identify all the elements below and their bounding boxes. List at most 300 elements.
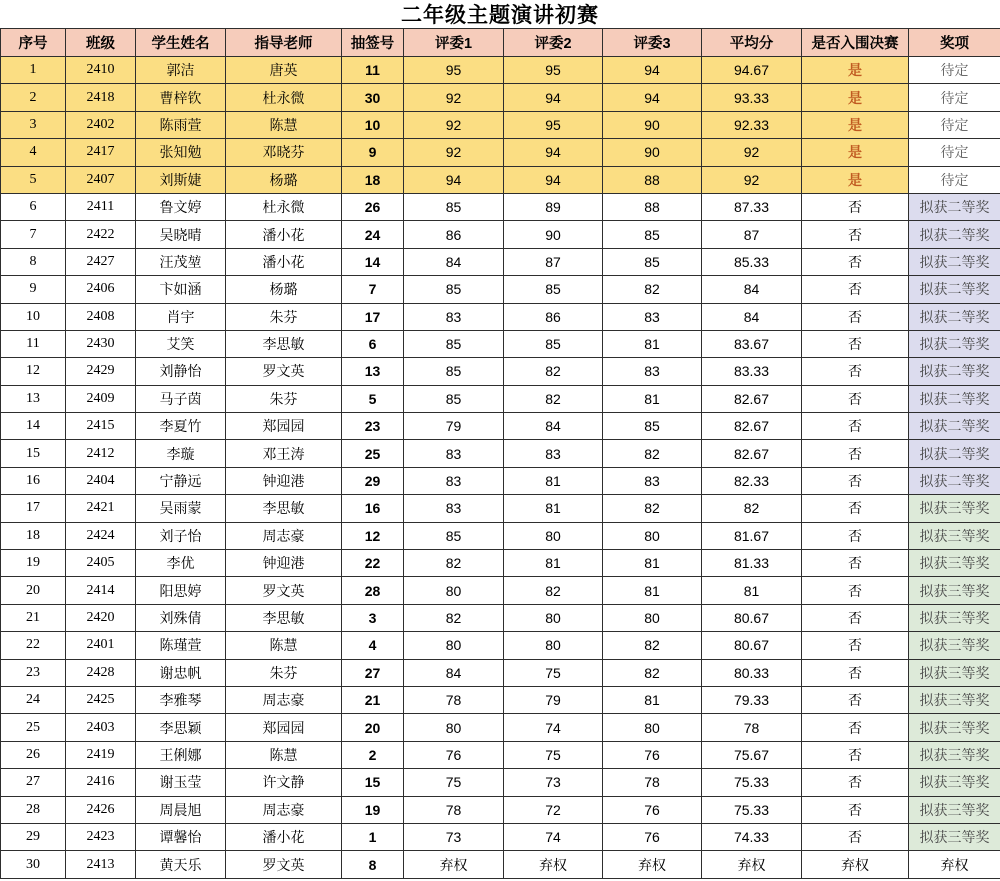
- cell-draw: 3: [342, 604, 404, 631]
- cell-no: 15: [1, 440, 66, 467]
- cell-award: 拟获二等奖: [909, 467, 1000, 494]
- cell-judge2: 85: [504, 330, 603, 357]
- cell-draw: 1: [342, 823, 404, 850]
- cell-award: 弃权: [909, 851, 1000, 878]
- cell-teacher: 许文静: [226, 769, 342, 796]
- cell-class-no: 2403: [66, 714, 136, 741]
- col-draw-number: 抽签号: [342, 29, 404, 57]
- cell-judge1: 92: [404, 84, 504, 111]
- cell-teacher: 唐英: [226, 57, 342, 84]
- cell-judge2: 94: [504, 139, 603, 166]
- cell-judge3: 83: [603, 358, 702, 385]
- cell-judge2: 80: [504, 604, 603, 631]
- cell-judge2: 84: [504, 413, 603, 440]
- table-row: [1, 84, 1000, 111]
- cell-finalist: 否: [802, 303, 909, 330]
- score-table: [0, 28, 1000, 879]
- cell-name: 郭洁: [136, 57, 226, 84]
- cell-finalist: 否: [802, 221, 909, 248]
- cell-judge3: 76: [603, 741, 702, 768]
- cell-finalist: 否: [802, 440, 909, 467]
- cell-avg: 83.67: [702, 330, 802, 357]
- cell-class-no: 2412: [66, 440, 136, 467]
- cell-draw: 18: [342, 166, 404, 193]
- cell-finalist: 否: [802, 714, 909, 741]
- cell-judge1: 92: [404, 139, 504, 166]
- cell-judge3: 83: [603, 467, 702, 494]
- cell-award: 待定: [909, 57, 1000, 84]
- cell-no: 13: [1, 385, 66, 412]
- cell-finalist: 是: [802, 57, 909, 84]
- cell-judge2: 80: [504, 522, 603, 549]
- cell-no: 4: [1, 139, 66, 166]
- cell-avg: 94.67: [702, 57, 802, 84]
- cell-finalist: 否: [802, 577, 909, 604]
- cell-judge3: 81: [603, 330, 702, 357]
- cell-class-no: 2416: [66, 769, 136, 796]
- cell-judge1: 83: [404, 303, 504, 330]
- cell-award: 拟获三等奖: [909, 604, 1000, 631]
- cell-draw: 20: [342, 714, 404, 741]
- cell-avg: 92: [702, 139, 802, 166]
- cell-draw: 14: [342, 248, 404, 275]
- table-row: [1, 193, 1000, 220]
- page-title: 二年级主题演讲初赛: [401, 4, 599, 27]
- cell-award: 拟获二等奖: [909, 330, 1000, 357]
- cell-avg: 82.67: [702, 440, 802, 467]
- cell-judge3: 弃权: [603, 851, 702, 878]
- cell-judge3: 80: [603, 604, 702, 631]
- cell-finalist: 否: [802, 385, 909, 412]
- cell-class-no: 2413: [66, 851, 136, 878]
- table-row: [1, 413, 1000, 440]
- cell-avg: 82: [702, 495, 802, 522]
- cell-judge2: 82: [504, 358, 603, 385]
- cell-award: 拟获二等奖: [909, 385, 1000, 412]
- table-row: [1, 385, 1000, 412]
- cell-name: 李夏竹: [136, 413, 226, 440]
- cell-teacher: 周志豪: [226, 522, 342, 549]
- cell-finalist: 否: [802, 413, 909, 440]
- table-row: [1, 166, 1000, 193]
- cell-name: 陈瑾萱: [136, 632, 226, 659]
- table-row: [1, 522, 1000, 549]
- cell-judge1: 78: [404, 796, 504, 823]
- table-row: [1, 659, 1000, 686]
- cell-judge3: 76: [603, 796, 702, 823]
- cell-no: 26: [1, 741, 66, 768]
- cell-award: 拟获三等奖: [909, 550, 1000, 577]
- table-row: [1, 823, 1000, 850]
- cell-teacher: 邓晓芬: [226, 139, 342, 166]
- cell-judge1: 85: [404, 193, 504, 220]
- cell-award: 拟获二等奖: [909, 276, 1000, 303]
- cell-finalist: 否: [802, 193, 909, 220]
- table-row: [1, 769, 1000, 796]
- cell-judge3: 85: [603, 221, 702, 248]
- cell-judge2: 82: [504, 577, 603, 604]
- cell-judge3: 85: [603, 248, 702, 275]
- table-row: [1, 276, 1000, 303]
- cell-class-no: 2414: [66, 577, 136, 604]
- cell-avg: 81.67: [702, 522, 802, 549]
- cell-award: 拟获三等奖: [909, 522, 1000, 549]
- cell-judge1: 79: [404, 413, 504, 440]
- col-judge3: 评委3: [603, 29, 702, 57]
- cell-teacher: 钟迎港: [226, 550, 342, 577]
- cell-class-no: 2422: [66, 221, 136, 248]
- cell-judge3: 80: [603, 714, 702, 741]
- col-average: 平均分: [702, 29, 802, 57]
- cell-name: 李雅琴: [136, 686, 226, 713]
- cell-judge2: 94: [504, 84, 603, 111]
- cell-teacher: 杜永微: [226, 193, 342, 220]
- col-class: 班级: [66, 29, 136, 57]
- cell-draw: 7: [342, 276, 404, 303]
- cell-no: 8: [1, 248, 66, 275]
- cell-name: 黄天乐: [136, 851, 226, 878]
- cell-no: 30: [1, 851, 66, 878]
- cell-class-no: 2423: [66, 823, 136, 850]
- table-row: [1, 467, 1000, 494]
- cell-avg: 82.67: [702, 385, 802, 412]
- cell-judge2: 83: [504, 440, 603, 467]
- cell-teacher: 朱芬: [226, 659, 342, 686]
- cell-class-no: 2408: [66, 303, 136, 330]
- cell-name: 谢忠帆: [136, 659, 226, 686]
- cell-name: 肖宇: [136, 303, 226, 330]
- cell-name: 刘静怡: [136, 358, 226, 385]
- cell-award: 拟获三等奖: [909, 796, 1000, 823]
- cell-award: 拟获三等奖: [909, 823, 1000, 850]
- cell-award: 拟获二等奖: [909, 221, 1000, 248]
- cell-avg: 85.33: [702, 248, 802, 275]
- cell-judge1: 86: [404, 221, 504, 248]
- cell-award: 拟获二等奖: [909, 303, 1000, 330]
- cell-judge3: 85: [603, 413, 702, 440]
- cell-no: 12: [1, 358, 66, 385]
- cell-finalist: 否: [802, 495, 909, 522]
- cell-avg: 84: [702, 276, 802, 303]
- cell-judge1: 83: [404, 440, 504, 467]
- table-row: [1, 139, 1000, 166]
- cell-judge1: 73: [404, 823, 504, 850]
- cell-teacher: 潘小花: [226, 248, 342, 275]
- cell-class-no: 2420: [66, 604, 136, 631]
- cell-teacher: 罗文英: [226, 358, 342, 385]
- cell-draw: 16: [342, 495, 404, 522]
- cell-judge3: 90: [603, 139, 702, 166]
- cell-name: 王俐娜: [136, 741, 226, 768]
- cell-teacher: 李思敏: [226, 330, 342, 357]
- cell-name: 李优: [136, 550, 226, 577]
- cell-judge1: 82: [404, 604, 504, 631]
- cell-class-no: 2427: [66, 248, 136, 275]
- cell-judge2: 85: [504, 276, 603, 303]
- cell-name: 刘斯婕: [136, 166, 226, 193]
- cell-teacher: 杨璐: [226, 276, 342, 303]
- cell-judge2: 81: [504, 550, 603, 577]
- cell-draw: 29: [342, 467, 404, 494]
- cell-judge1: 84: [404, 659, 504, 686]
- cell-judge1: 80: [404, 577, 504, 604]
- table-row: [1, 495, 1000, 522]
- cell-avg: 78: [702, 714, 802, 741]
- cell-draw: 11: [342, 57, 404, 84]
- cell-name: 汪茂堃: [136, 248, 226, 275]
- table-row: [1, 111, 1000, 138]
- cell-no: 1: [1, 57, 66, 84]
- cell-judge3: 90: [603, 111, 702, 138]
- cell-award: 拟获三等奖: [909, 577, 1000, 604]
- header-row: [1, 29, 1000, 57]
- table-row: [1, 577, 1000, 604]
- cell-judge3: 81: [603, 550, 702, 577]
- cell-judge1: 弃权: [404, 851, 504, 878]
- cell-finalist: 否: [802, 659, 909, 686]
- cell-no: 14: [1, 413, 66, 440]
- cell-award: 拟获二等奖: [909, 440, 1000, 467]
- cell-draw: 23: [342, 413, 404, 440]
- cell-teacher: 郑园园: [226, 714, 342, 741]
- cell-award: 拟获三等奖: [909, 686, 1000, 713]
- cell-judge3: 82: [603, 659, 702, 686]
- cell-finalist: 否: [802, 741, 909, 768]
- cell-class-no: 2404: [66, 467, 136, 494]
- cell-judge2: 89: [504, 193, 603, 220]
- cell-teacher: 罗文英: [226, 851, 342, 878]
- col-judge2: 评委2: [504, 29, 603, 57]
- cell-award: 待定: [909, 84, 1000, 111]
- cell-avg: 80.67: [702, 632, 802, 659]
- cell-avg: 75.33: [702, 769, 802, 796]
- cell-avg: 80.33: [702, 659, 802, 686]
- col-index: 序号: [1, 29, 66, 57]
- cell-draw: 5: [342, 385, 404, 412]
- cell-name: 陈雨萱: [136, 111, 226, 138]
- cell-draw: 15: [342, 769, 404, 796]
- cell-name: 马子茵: [136, 385, 226, 412]
- cell-draw: 6: [342, 330, 404, 357]
- cell-judge1: 80: [404, 632, 504, 659]
- cell-class-no: 2424: [66, 522, 136, 549]
- cell-teacher: 朱芬: [226, 303, 342, 330]
- cell-draw: 2: [342, 741, 404, 768]
- cell-no: 11: [1, 330, 66, 357]
- cell-no: 23: [1, 659, 66, 686]
- cell-judge3: 81: [603, 686, 702, 713]
- cell-teacher: 李思敏: [226, 604, 342, 631]
- cell-avg: 84: [702, 303, 802, 330]
- table-body: [1, 57, 1000, 879]
- cell-judge3: 81: [603, 385, 702, 412]
- cell-no: 24: [1, 686, 66, 713]
- cell-avg: 81.33: [702, 550, 802, 577]
- cell-avg: 79.33: [702, 686, 802, 713]
- cell-judge2: 81: [504, 467, 603, 494]
- cell-name: 曹梓钦: [136, 84, 226, 111]
- cell-award: 拟获二等奖: [909, 358, 1000, 385]
- table-row: [1, 550, 1000, 577]
- cell-judge2: 75: [504, 741, 603, 768]
- cell-finalist: 否: [802, 550, 909, 577]
- cell-draw: 30: [342, 84, 404, 111]
- cell-draw: 24: [342, 221, 404, 248]
- cell-name: 卞如涵: [136, 276, 226, 303]
- cell-draw: 22: [342, 550, 404, 577]
- cell-no: 25: [1, 714, 66, 741]
- cell-avg: 93.33: [702, 84, 802, 111]
- cell-no: 7: [1, 221, 66, 248]
- cell-award: 待定: [909, 139, 1000, 166]
- cell-judge1: 85: [404, 358, 504, 385]
- cell-class-no: 2419: [66, 741, 136, 768]
- table-row: [1, 221, 1000, 248]
- cell-judge1: 85: [404, 385, 504, 412]
- cell-name: 鲁文婷: [136, 193, 226, 220]
- cell-class-no: 2428: [66, 659, 136, 686]
- cell-no: 6: [1, 193, 66, 220]
- cell-judge3: 81: [603, 577, 702, 604]
- cell-class-no: 2426: [66, 796, 136, 823]
- cell-name: 李思颖: [136, 714, 226, 741]
- cell-judge1: 80: [404, 714, 504, 741]
- cell-draw: 19: [342, 796, 404, 823]
- cell-name: 李璇: [136, 440, 226, 467]
- cell-judge1: 85: [404, 276, 504, 303]
- cell-class-no: 2406: [66, 276, 136, 303]
- cell-name: 阳思婷: [136, 577, 226, 604]
- cell-judge3: 88: [603, 193, 702, 220]
- cell-judge2: 86: [504, 303, 603, 330]
- cell-name: 周晨旭: [136, 796, 226, 823]
- cell-judge2: 94: [504, 166, 603, 193]
- cell-judge1: 85: [404, 522, 504, 549]
- cell-award: 拟获三等奖: [909, 741, 1000, 768]
- cell-judge1: 83: [404, 495, 504, 522]
- cell-judge2: 弃权: [504, 851, 603, 878]
- cell-judge2: 75: [504, 659, 603, 686]
- cell-name: 刘殊倩: [136, 604, 226, 631]
- cell-avg: 87.33: [702, 193, 802, 220]
- cell-draw: 17: [342, 303, 404, 330]
- cell-no: 19: [1, 550, 66, 577]
- table-row: [1, 796, 1000, 823]
- cell-judge2: 95: [504, 111, 603, 138]
- cell-judge1: 84: [404, 248, 504, 275]
- cell-judge2: 74: [504, 714, 603, 741]
- cell-finalist: 否: [802, 276, 909, 303]
- cell-no: 10: [1, 303, 66, 330]
- cell-teacher: 郑园园: [226, 413, 342, 440]
- cell-award: 拟获三等奖: [909, 495, 1000, 522]
- cell-avg: 75.67: [702, 741, 802, 768]
- cell-class-no: 2410: [66, 57, 136, 84]
- cell-draw: 9: [342, 139, 404, 166]
- cell-judge2: 73: [504, 769, 603, 796]
- cell-finalist: 是: [802, 139, 909, 166]
- cell-avg: 弃权: [702, 851, 802, 878]
- table-row: [1, 714, 1000, 741]
- cell-name: 吴晓晴: [136, 221, 226, 248]
- table-row: [1, 741, 1000, 768]
- cell-no: 27: [1, 769, 66, 796]
- cell-finalist: 否: [802, 632, 909, 659]
- cell-award: 待定: [909, 111, 1000, 138]
- cell-no: 9: [1, 276, 66, 303]
- cell-teacher: 杨璐: [226, 166, 342, 193]
- cell-finalist: 是: [802, 166, 909, 193]
- cell-finalist: 否: [802, 769, 909, 796]
- cell-avg: 81: [702, 577, 802, 604]
- cell-judge2: 82: [504, 385, 603, 412]
- cell-judge1: 83: [404, 467, 504, 494]
- cell-judge1: 92: [404, 111, 504, 138]
- cell-no: 2: [1, 84, 66, 111]
- cell-finalist: 是: [802, 84, 909, 111]
- cell-finalist: 否: [802, 248, 909, 275]
- cell-draw: 4: [342, 632, 404, 659]
- cell-judge3: 80: [603, 522, 702, 549]
- cell-draw: 8: [342, 851, 404, 878]
- cell-judge3: 82: [603, 440, 702, 467]
- cell-teacher: 潘小花: [226, 221, 342, 248]
- cell-judge3: 83: [603, 303, 702, 330]
- cell-judge1: 94: [404, 166, 504, 193]
- cell-no: 28: [1, 796, 66, 823]
- cell-finalist: 否: [802, 358, 909, 385]
- cell-no: 21: [1, 604, 66, 631]
- cell-name: 宁静远: [136, 467, 226, 494]
- cell-award: 拟获三等奖: [909, 769, 1000, 796]
- cell-judge3: 82: [603, 632, 702, 659]
- cell-judge3: 94: [603, 57, 702, 84]
- cell-finalist: 是: [802, 111, 909, 138]
- cell-teacher: 朱芬: [226, 385, 342, 412]
- cell-finalist: 否: [802, 686, 909, 713]
- col-teacher: 指导老师: [226, 29, 342, 57]
- col-finalist: 是否入围决赛: [802, 29, 909, 57]
- cell-judge3: 78: [603, 769, 702, 796]
- cell-avg: 82.33: [702, 467, 802, 494]
- cell-teacher: 罗文英: [226, 577, 342, 604]
- cell-name: 吴雨蒙: [136, 495, 226, 522]
- cell-name: 谢玉莹: [136, 769, 226, 796]
- cell-award: 待定: [909, 166, 1000, 193]
- cell-no: 22: [1, 632, 66, 659]
- cell-finalist: 否: [802, 796, 909, 823]
- table-row: [1, 303, 1000, 330]
- cell-judge1: 85: [404, 330, 504, 357]
- cell-teacher: 邓王涛: [226, 440, 342, 467]
- cell-avg: 74.33: [702, 823, 802, 850]
- cell-teacher: 钟迎港: [226, 467, 342, 494]
- cell-finalist: 否: [802, 604, 909, 631]
- cell-judge1: 75: [404, 769, 504, 796]
- cell-name: 艾笑: [136, 330, 226, 357]
- cell-no: 5: [1, 166, 66, 193]
- cell-judge1: 76: [404, 741, 504, 768]
- col-student-name: 学生姓名: [136, 29, 226, 57]
- cell-no: 29: [1, 823, 66, 850]
- cell-draw: 26: [342, 193, 404, 220]
- cell-teacher: 杜永微: [226, 84, 342, 111]
- cell-teacher: 潘小花: [226, 823, 342, 850]
- cell-judge3: 94: [603, 84, 702, 111]
- table-row: [1, 440, 1000, 467]
- cell-judge2: 74: [504, 823, 603, 850]
- cell-judge1: 95: [404, 57, 504, 84]
